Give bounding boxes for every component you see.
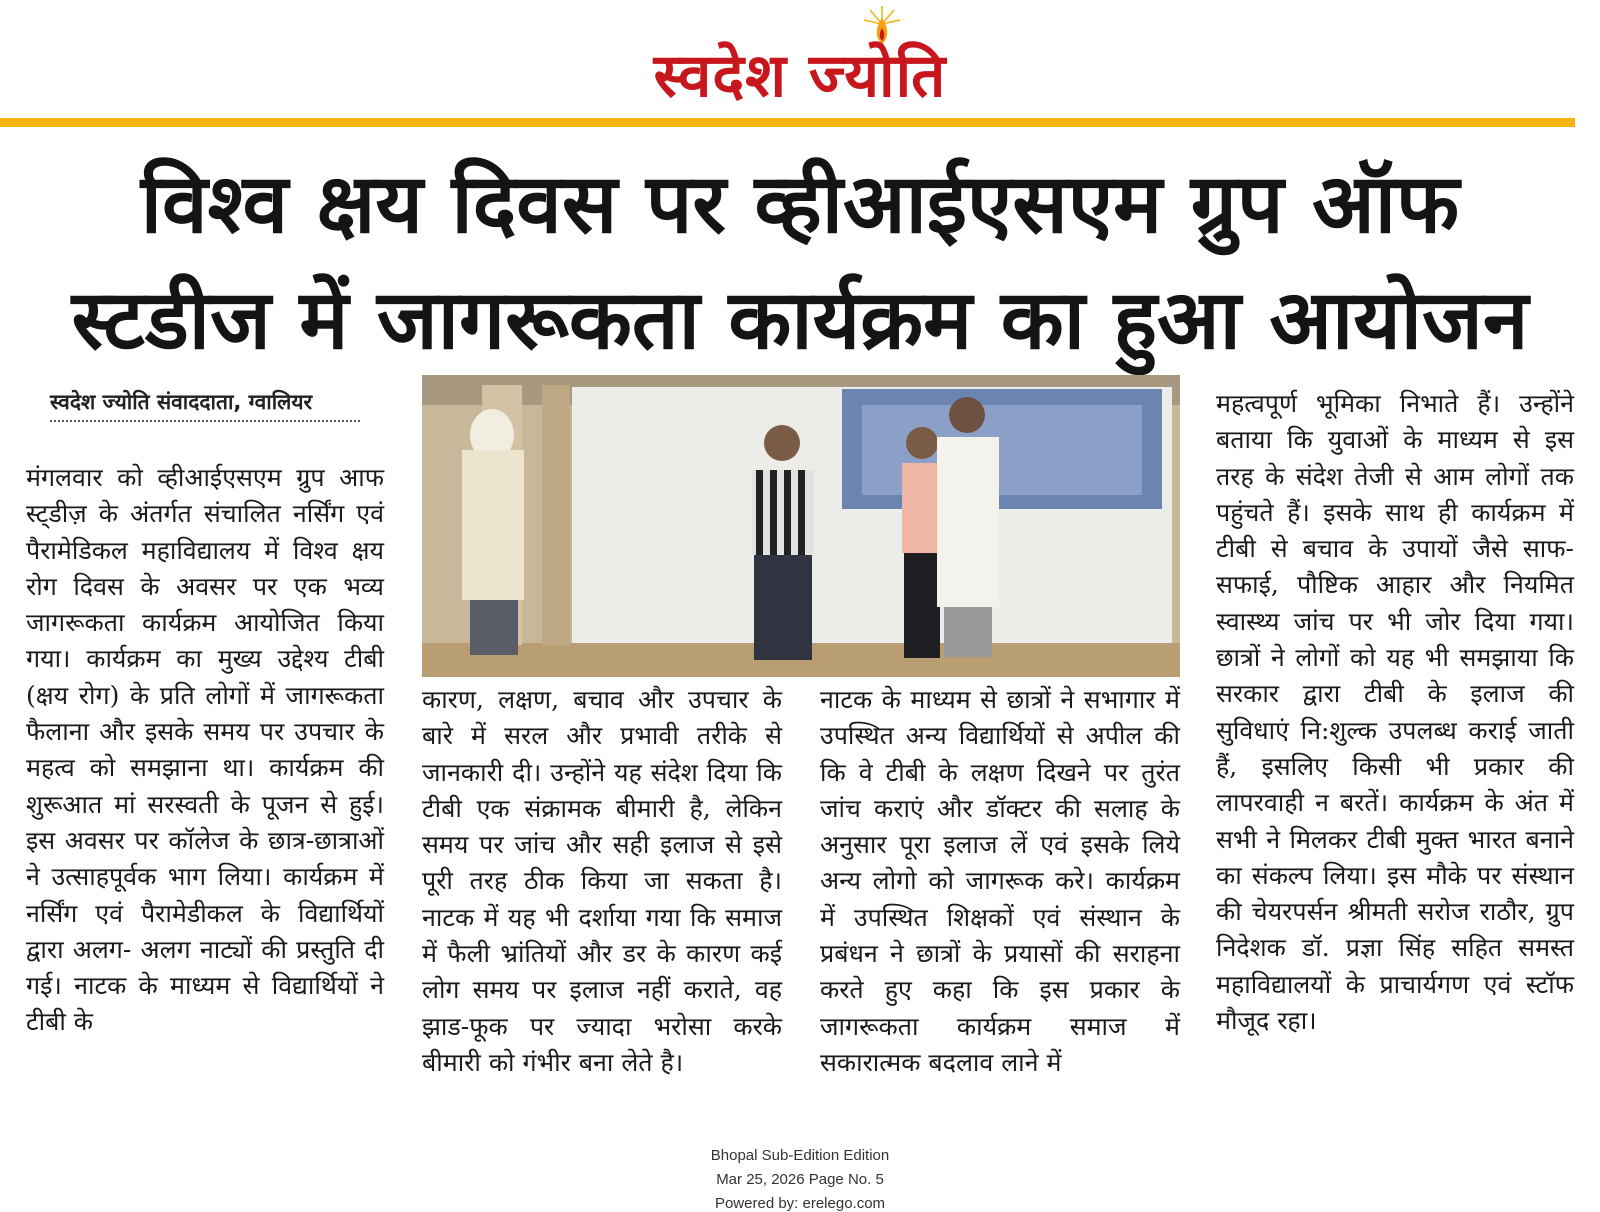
headline-line-2: स्टडीज में जागरूकता कार्यक्रम का हुआ आयोजन	[71, 273, 1529, 368]
footer-date-page: Mar 25, 2026 Page No. 5	[716, 1171, 884, 1188]
article-column-4: महत्वपूर्ण भूमिका निभाते हैं। उन्होंने बताया कि युवाओं के माध्यम से इस तरह के संदेश तेजी से आम लोगों तक पहुंचते हैं। इसके साथ ही कार्यक्रम में टीबी से बचाव के उपायों जैसे साफ-सफाई, पौष्टिक आहार और नियमित स्वास्थ्य जांच पर भी जोर दिया गया। छात्रों ने लोगों को यह भी समझाया कि सरकार द्वारा टीबी के इलाज की सुविधाएं नि:शुल्क उपलब्ध कराई जाती हैं, इसलिए किसी भी प्रकार की लापरवाही न बरतें। कार्यक्रम के अंत में सभी ने मिलकर टीबी मुक्त भारत बनाने का संकल्प लिया। इस मौके पर संस्थान की चेयरपर्सन श्रीमती सरोज राठौर, ग्रुप निदेशक डॉ. प्रज्ञा सिंह सहित समस्त महाविद्यालयों के प्राचार्यगण एवं स्टॉफ मौजूद रहा।	[1216, 389, 1574, 1036]
byline: स्वदेश ज्योति संवाददाता, ग्वालियर	[50, 388, 360, 422]
footer-powered-by: Powered by: erelego.com	[714, 1195, 886, 1212]
masthead-divider	[0, 118, 1575, 127]
article-column-1: मंगलवार को व्हीआईएसएम ग्रुप आफ स्ट्डीज़ के अंतर्गत संचालित नर्सिंग एवं पैरामेडिकल महाविद्यालय में विश्व क्षय रोग दिवस के अवसर पर एक भव्य जागरूकता कार्यक्रम आयोजित किया गया। कार्यक्रम का मुख्य उद्देश्य टीबी (क्षय रोग) के प्रति लोगों में जागरूकता फैलाना और इसके समय पर उपचार के महत्व को समझाना था। कार्यक्रम की शुरूआत मां सरस्वती के पूजन से हुई। इस अवसर पर कॉलेज के छात्र-छात्राओं ने उत्साहपूर्वक भाग लिया। कार्यक्रम में नर्सिंग एवं पैरामेडीकल के विद्यार्थियों द्वारा अलग- अलग नाट्यों की प्रस्तुति दी गई। नाटक के माध्यम से विद्यार्थियों ने टीबी के	[26, 463, 384, 1037]
headline-line-1: विश्व क्षय दिवस पर व्हीआईएसएम ग्रुप ऑफ	[140, 157, 1460, 252]
article-photo	[422, 375, 1180, 677]
newspaper-logo: स्वदेश ज्योति	[653, 41, 947, 111]
masthead	[0, 0, 1600, 118]
footer-edition: Bhopal Sub-Edition Edition	[710, 1147, 890, 1164]
article-column-3: नाटक के माध्यम से छात्रों ने सभागार में उपस्थित अन्य विद्यार्थियों से अपील की कि वे टीबी के लक्षण दिखने पर तुरंत जांच कराएं और डॉक्टर की सलाह के अनुसार पूरा इलाज लें एवं इसके लिये अन्य लोगो को जागरूक करे। कार्यक्रम में उपस्थित शिक्षकों एवं संस्थान के प्रबंधन ने छात्रों के प्रयासों की सराहना करते हुए कहा कि इस प्रकार के जागरूकता कार्यक्रम समाज में सकारात्मक बदलाव लाने में	[820, 685, 1180, 1077]
article-column-2: कारण, लक्षण, बचाव और उपचार के बारे में सरल और प्रभावी तरीके से जानकारी दी। उन्होंने यह संदेश दिया कि टीबी एक संक्रामक बीमारी है, लेकिन समय पर जांच और सही इलाज से इसे पूरी तरह ठीक किया जा सकता है। नाटक में यह भी दर्शाया गया कि समाज में फैली भ्रांतियों और डर के कारण कई लोग समय पर इलाज नहीं कराते, वह झाड-फूक पर ज्यादा भरोसा करके बीमारी को गंभीर बना लेते है।	[422, 685, 782, 1077]
